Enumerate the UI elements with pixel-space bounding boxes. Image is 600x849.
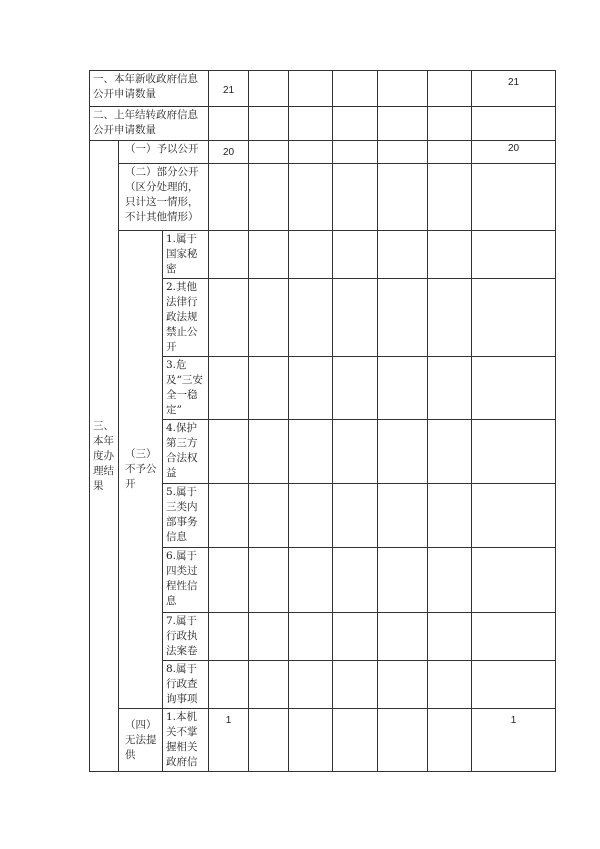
government-info-disclosure-table bbox=[89, 70, 556, 772]
empty-cell bbox=[472, 484, 556, 548]
sub-item-label: 5.属于三类内部事务信息 bbox=[163, 484, 209, 548]
empty-cell bbox=[472, 231, 556, 279]
empty-cell bbox=[209, 279, 249, 357]
total-cell: 21 bbox=[472, 71, 556, 107]
empty-cell bbox=[289, 661, 333, 709]
empty-cell bbox=[428, 709, 472, 772]
empty-cell bbox=[378, 164, 428, 231]
total-cell: 20 bbox=[472, 141, 556, 164]
empty-cell bbox=[378, 231, 428, 279]
empty-cell bbox=[472, 164, 556, 231]
row-label-partially-disclosed: （二）部分公开（区分处理的，只计这一情形，不计其他情形） bbox=[119, 164, 209, 231]
empty-cell bbox=[289, 107, 333, 141]
empty-cell bbox=[333, 231, 378, 279]
empty-cell bbox=[209, 484, 249, 548]
empty-cell bbox=[249, 661, 289, 709]
row-label-not-disclosed: （三）不予公开 bbox=[119, 231, 163, 709]
empty-cell bbox=[428, 420, 472, 484]
row-label-carried-over: 二、上年结转政府信息公开申请数量 bbox=[90, 107, 209, 141]
sub-item-label: 2.其他法律行政法规禁止公开 bbox=[163, 279, 209, 357]
row-label-new-applications: 一、本年新收政府信息公开申请数量 bbox=[90, 71, 209, 107]
empty-cell bbox=[378, 548, 428, 613]
sub-item-label: 6.属于四类过程性信息 bbox=[163, 548, 209, 613]
total-cell: 1 bbox=[472, 709, 556, 772]
empty-cell bbox=[209, 357, 249, 420]
empty-cell bbox=[428, 164, 472, 231]
empty-cell bbox=[289, 548, 333, 613]
empty-cell bbox=[472, 107, 556, 141]
empty-cell bbox=[472, 661, 556, 709]
empty-cell bbox=[378, 279, 428, 357]
table-row bbox=[90, 107, 556, 141]
empty-cell bbox=[249, 164, 289, 231]
table-row bbox=[90, 709, 556, 772]
empty-cell bbox=[289, 357, 333, 420]
empty-cell bbox=[333, 164, 378, 231]
empty-cell bbox=[249, 613, 289, 661]
empty-cell bbox=[428, 357, 472, 420]
empty-cell bbox=[472, 613, 556, 661]
empty-cell bbox=[333, 484, 378, 548]
sub-item-label: 4.保护第三方合法权益 bbox=[163, 420, 209, 484]
empty-cell bbox=[378, 709, 428, 772]
table-row bbox=[90, 71, 556, 107]
empty-cell bbox=[333, 279, 378, 357]
empty-cell bbox=[249, 141, 289, 164]
table-row bbox=[90, 141, 556, 164]
empty-cell bbox=[472, 420, 556, 484]
empty-cell bbox=[209, 107, 249, 141]
empty-cell bbox=[472, 279, 556, 357]
empty-cell bbox=[333, 71, 378, 107]
empty-cell bbox=[378, 484, 428, 548]
empty-cell bbox=[249, 231, 289, 279]
empty-cell bbox=[289, 231, 333, 279]
empty-cell bbox=[249, 420, 289, 484]
empty-cell bbox=[209, 164, 249, 231]
empty-cell bbox=[428, 107, 472, 141]
empty-cell bbox=[428, 613, 472, 661]
empty-cell bbox=[378, 613, 428, 661]
sub-item-label: 7.属于行政执法案卷 bbox=[163, 613, 209, 661]
empty-cell bbox=[333, 141, 378, 164]
empty-cell bbox=[289, 709, 333, 772]
table-row bbox=[90, 164, 556, 231]
empty-cell bbox=[209, 661, 249, 709]
value-cell: 21 bbox=[209, 71, 249, 107]
empty-cell bbox=[289, 164, 333, 231]
empty-cell bbox=[209, 613, 249, 661]
empty-cell bbox=[289, 613, 333, 661]
empty-cell bbox=[378, 357, 428, 420]
empty-cell bbox=[289, 279, 333, 357]
sub-item-label: 1.本机关不掌握相关政府信 bbox=[163, 709, 209, 772]
empty-cell bbox=[378, 661, 428, 709]
empty-cell bbox=[428, 231, 472, 279]
empty-cell bbox=[378, 71, 428, 107]
empty-cell bbox=[378, 141, 428, 164]
empty-cell bbox=[209, 231, 249, 279]
empty-cell bbox=[333, 613, 378, 661]
empty-cell bbox=[472, 357, 556, 420]
empty-cell bbox=[289, 141, 333, 164]
empty-cell bbox=[249, 107, 289, 141]
empty-cell bbox=[289, 484, 333, 548]
empty-cell bbox=[333, 420, 378, 484]
row-label-disclosed: （一）予以公开 bbox=[119, 141, 209, 164]
empty-cell bbox=[378, 107, 428, 141]
sub-item-label: 1.属于国家秘密 bbox=[163, 231, 209, 279]
empty-cell bbox=[333, 709, 378, 772]
value-cell: 1 bbox=[209, 709, 249, 772]
sub-item-label: 8.属于行政查询事项 bbox=[163, 661, 209, 709]
table-row bbox=[90, 231, 556, 279]
empty-cell bbox=[428, 279, 472, 357]
empty-cell bbox=[209, 548, 249, 613]
empty-cell bbox=[333, 661, 378, 709]
empty-cell bbox=[289, 71, 333, 107]
empty-cell bbox=[249, 484, 289, 548]
empty-cell bbox=[333, 107, 378, 141]
empty-cell bbox=[472, 548, 556, 613]
section3-label: 三、本年度办理结果 bbox=[90, 141, 119, 772]
empty-cell bbox=[428, 71, 472, 107]
empty-cell bbox=[249, 548, 289, 613]
empty-cell bbox=[289, 420, 333, 484]
empty-cell bbox=[249, 71, 289, 107]
empty-cell bbox=[209, 420, 249, 484]
empty-cell bbox=[249, 709, 289, 772]
empty-cell bbox=[333, 357, 378, 420]
empty-cell bbox=[249, 279, 289, 357]
empty-cell bbox=[333, 548, 378, 613]
empty-cell bbox=[428, 548, 472, 613]
sub-item-label: 3.危及“三安全一稳定” bbox=[163, 357, 209, 420]
row-label-cannot-provide: （四）无法提供 bbox=[119, 709, 163, 772]
empty-cell bbox=[378, 420, 428, 484]
empty-cell bbox=[428, 141, 472, 164]
empty-cell bbox=[428, 661, 472, 709]
empty-cell bbox=[249, 357, 289, 420]
value-cell: 20 bbox=[209, 141, 249, 164]
empty-cell bbox=[428, 484, 472, 548]
